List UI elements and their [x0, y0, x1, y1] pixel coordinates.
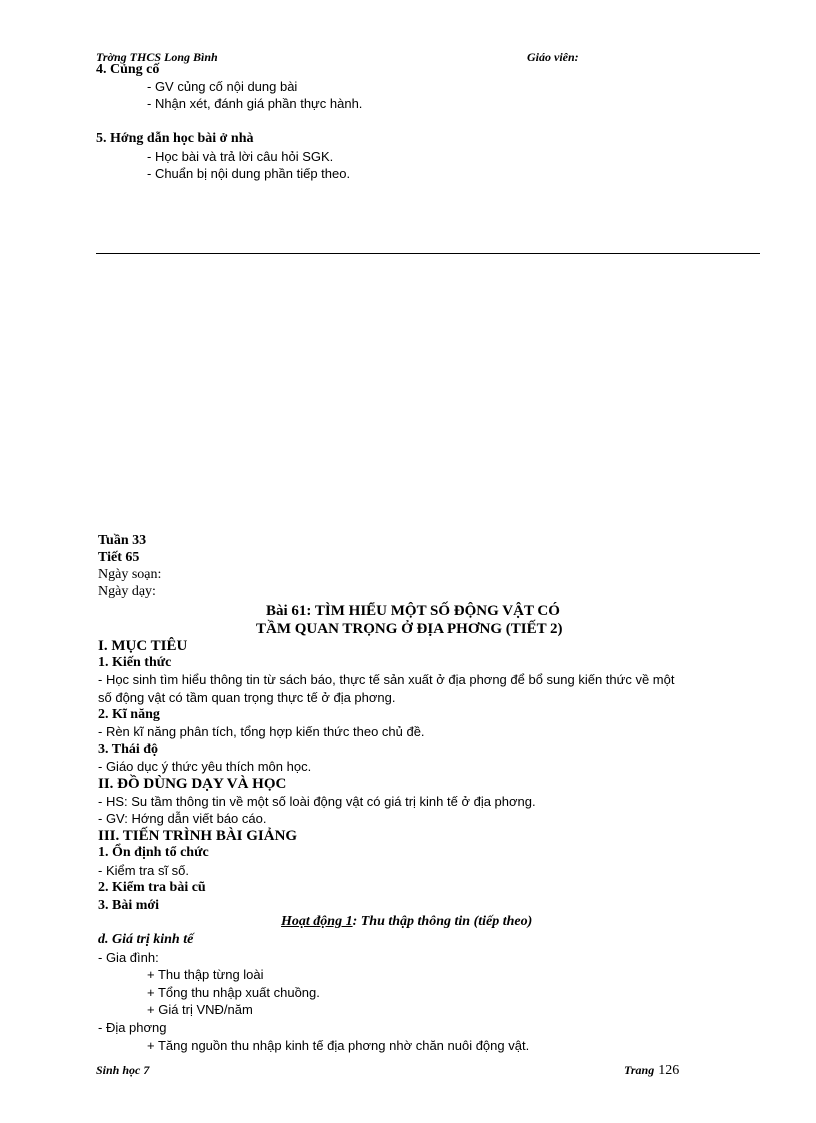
- materials-heading: II. ĐỒ DÙNG DẠY VÀ HỌC: [98, 776, 287, 792]
- local-label: - Địa phơng: [98, 1020, 167, 1035]
- header-school: Trờng THCS Long Bình: [96, 50, 218, 64]
- attitude-text: - Giáo dục ý thức yêu thích môn học.: [98, 759, 312, 774]
- footer-subject: Sinh học 7: [96, 1063, 150, 1077]
- knowledge-heading: 1. Kiến thức: [98, 655, 172, 670]
- activity-title: : Thu thập thông tin (tiếp theo): [352, 914, 533, 929]
- local-item: + Tăng nguồn thu nhập kinh tế địa phơng nhờ chăn nuôi động vật.: [147, 1038, 530, 1053]
- stabilize-text: - Kiểm tra sĩ số.: [98, 863, 190, 878]
- process-heading: III. TIẾN TRÌNH BÀI GIẢNG: [98, 828, 298, 844]
- review-heading: 2. Kiểm tra bài cũ: [98, 880, 206, 895]
- consolidate-item: - GV củng cố nội dung bài: [147, 79, 298, 94]
- knowledge-text: số động vật có tầm quan trọng thực tế ở địa phơng.: [98, 690, 396, 705]
- skills-text: - Rèn kĩ năng phân tích, tổng hợp kiến thức theo chủ đề.: [98, 724, 425, 739]
- materials-hs: - HS: Su tầm thông tin về một số loài động vật có giá trị kinh tế ở địa phơng.: [98, 794, 536, 809]
- teach-date: Ngày dạy:: [98, 584, 156, 599]
- materials-gv: - GV: Hớng dẫn viết báo cáo.: [98, 811, 267, 826]
- econ-heading: d. Giá trị kinh tế: [98, 932, 194, 947]
- new-lesson-heading: 3. Bài mới: [98, 898, 160, 913]
- footer-page-label: Trang: [624, 1063, 655, 1077]
- family-item: + Thu thập từng loài: [147, 967, 264, 982]
- family-item: + Giá trị VNĐ/năm: [147, 1002, 253, 1017]
- lesson-title-line2: TẦM QUAN TRỌNG Ở ĐỊA PHƠNG (TIẾT 2): [256, 621, 563, 637]
- header-teacher: Giáo viên:: [527, 50, 579, 64]
- family-label: - Gia đình:: [98, 950, 159, 965]
- prep-date: Ngày soạn:: [98, 567, 162, 582]
- objectives-heading: I. MỤC TIÊU: [98, 638, 188, 654]
- consolidate-heading: 4. Củng cố: [96, 62, 160, 77]
- homework-heading: 5. Hớng dẫn học bài ở nhà: [96, 131, 254, 146]
- footer-page: [624, 1061, 679, 1079]
- knowledge-text: - Học sinh tìm hiểu thông tin từ sách báo, thực tế sản xuất ở địa phơng để bổ sung kiến thức về một: [98, 672, 675, 687]
- homework-item: - Chuẩn bị nội dung phần tiếp theo.: [147, 166, 351, 181]
- family-item: + Tổng thu nhập xuất chuồng.: [147, 985, 320, 1000]
- attitude-heading: 3. Thái độ: [98, 742, 159, 757]
- homework-item: - Học bài và trả lời câu hỏi SGK.: [147, 149, 334, 164]
- lesson-title-line1: Bài 61: TÌM HIỂU MỘT SỐ ĐỘNG VẬT CÓ: [266, 603, 560, 619]
- period: Tiết 65: [98, 550, 140, 565]
- activity-label: Hoạt động 1: [281, 914, 353, 929]
- stabilize-heading: 1. Ổn định tổ chức: [98, 845, 209, 860]
- section-divider: [96, 253, 760, 254]
- footer-page-number: 126: [658, 1063, 680, 1078]
- week: Tuần 33: [98, 533, 147, 548]
- skills-heading: 2. Kĩ năng: [98, 707, 160, 722]
- activity-heading: [281, 914, 532, 930]
- consolidate-item: - Nhận xét, đánh giá phần thực hành.: [147, 96, 363, 111]
